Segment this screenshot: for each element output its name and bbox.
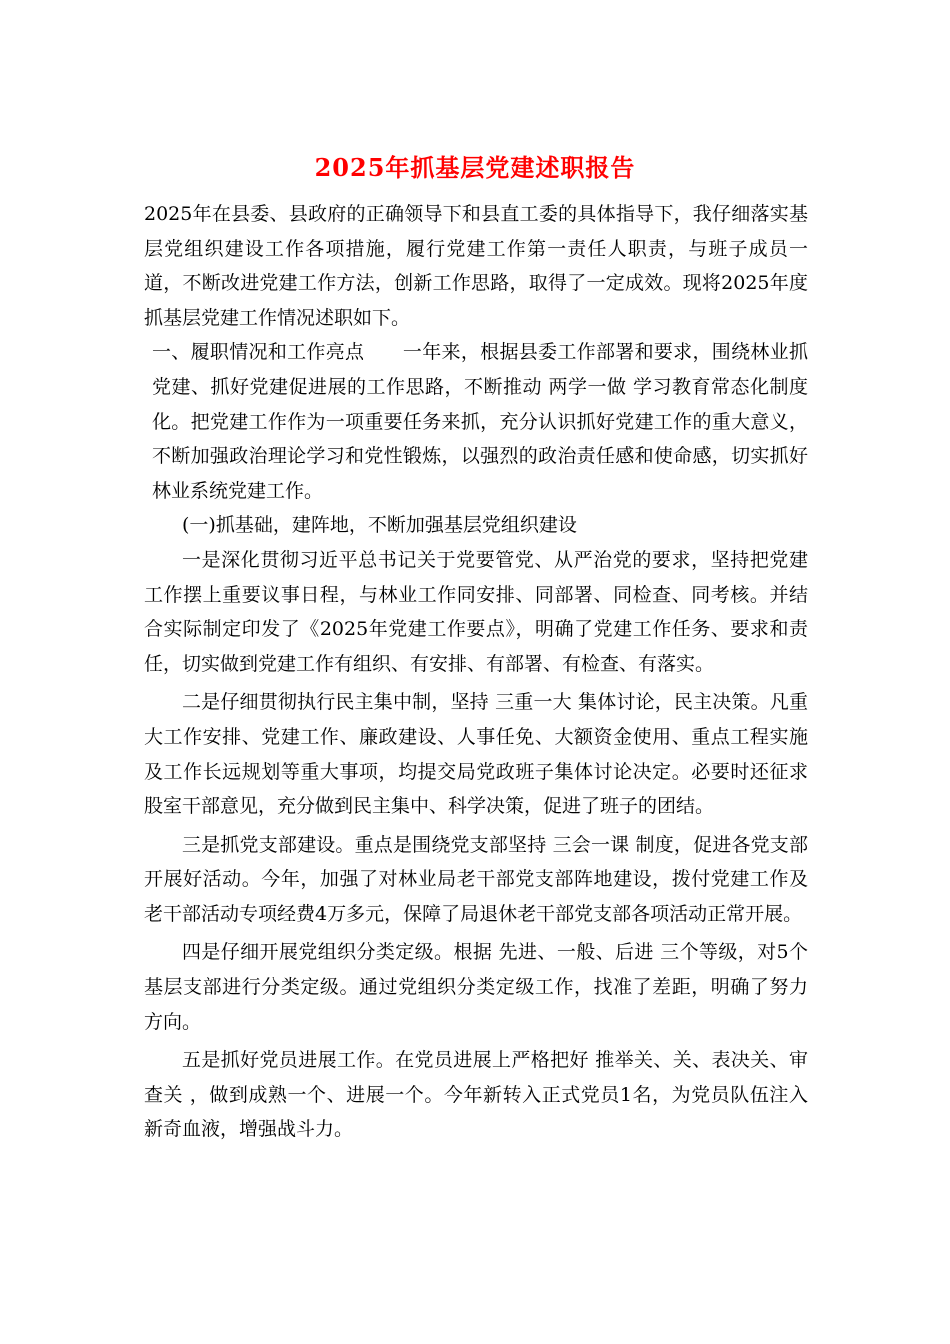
paragraph-point-five: 五是抓好党员进展工作。在党员进展上严格把好 推举关、关、表决关、审查关 ，做到成熟一个、进展一个。今年新转入正式党员1名，为党员队伍注入新奇血液，增强战斗力。	[144, 1049, 808, 1141]
paragraph-point-two: 二是仔细贯彻执行民主集中制，坚持 三重一大 集体讨论，民主决策。凡重大工作安排、党建工作、廉政建设、人事任免、大额资金使用、重点工程实施及工作长远规划等重大事项，均提交局党政班子集体讨论决定。必要时还征求股室干部意见，充分做到民主集中、科学决策，促进了班子的团结。	[144, 691, 808, 818]
subheading-one: (一)抓基础，建阵地，不断加强基层党组织建设	[182, 514, 577, 537]
paragraph-point-three: 三是抓党支部建设。重点是围绕党支部坚持 三会一课 制度，促进各党支部开展好活动。今年，加强了对林业局老干部党支部阵地建设，拨付党建工作及老干部活动专项经费4万多元，保障了局退休老干部党支部各项活动正常开展。	[144, 833, 808, 925]
paragraph-point-one: 一是深化贯彻习近平总书记关于党要管党、从严治党的要求，坚持把党建工作摆上重要议事日程，与林业工作同安排、同部署、同检查、同考核。并结合实际制定印发了《2025年党建工作要点》，明确了党建工作任务、要求和责任，切实做到党建工作有组织、有安排、有部署、有检查、有落实。	[144, 548, 808, 675]
document-title: 2025年抓基层党建述职报告	[314, 153, 636, 182]
document-body	[144, 197, 808, 1147]
paragraph-intro: 2025年在县委、县政府的正确领导下和县直工委的具体指导下，我仔细落实基层党组织建设工作各项措施，履行党建工作第一责任人职责，与班子成员一道，不断改进党建工作方法，创新工作思路，取得了一定成效。现将2025年度抓基层党建工作情况述职如下。	[144, 203, 808, 329]
paragraph-point-four: 四是仔细开展党组织分类定级。根据 先进、一般、后进 三个等级，对5个基层支部进行分类定级。通过党组织分类定级工作，找准了差距，明确了努力方向。	[144, 941, 808, 1033]
paragraph-section-one: 一、履职情况和工作亮点 一年来，根据县委工作部署和要求，围绕林业抓党建、抓好党建促进展的工作思路，不断推动 两学一做 学习教育常态化制度化。把党建工作作为一项重要任务来抓，充分认识抓好党建工作的重大意义，不断加强政治理论学习和党性锻炼，以强烈的政治责任感和使命感，切实抓好林业系统党建工作。	[152, 341, 808, 502]
